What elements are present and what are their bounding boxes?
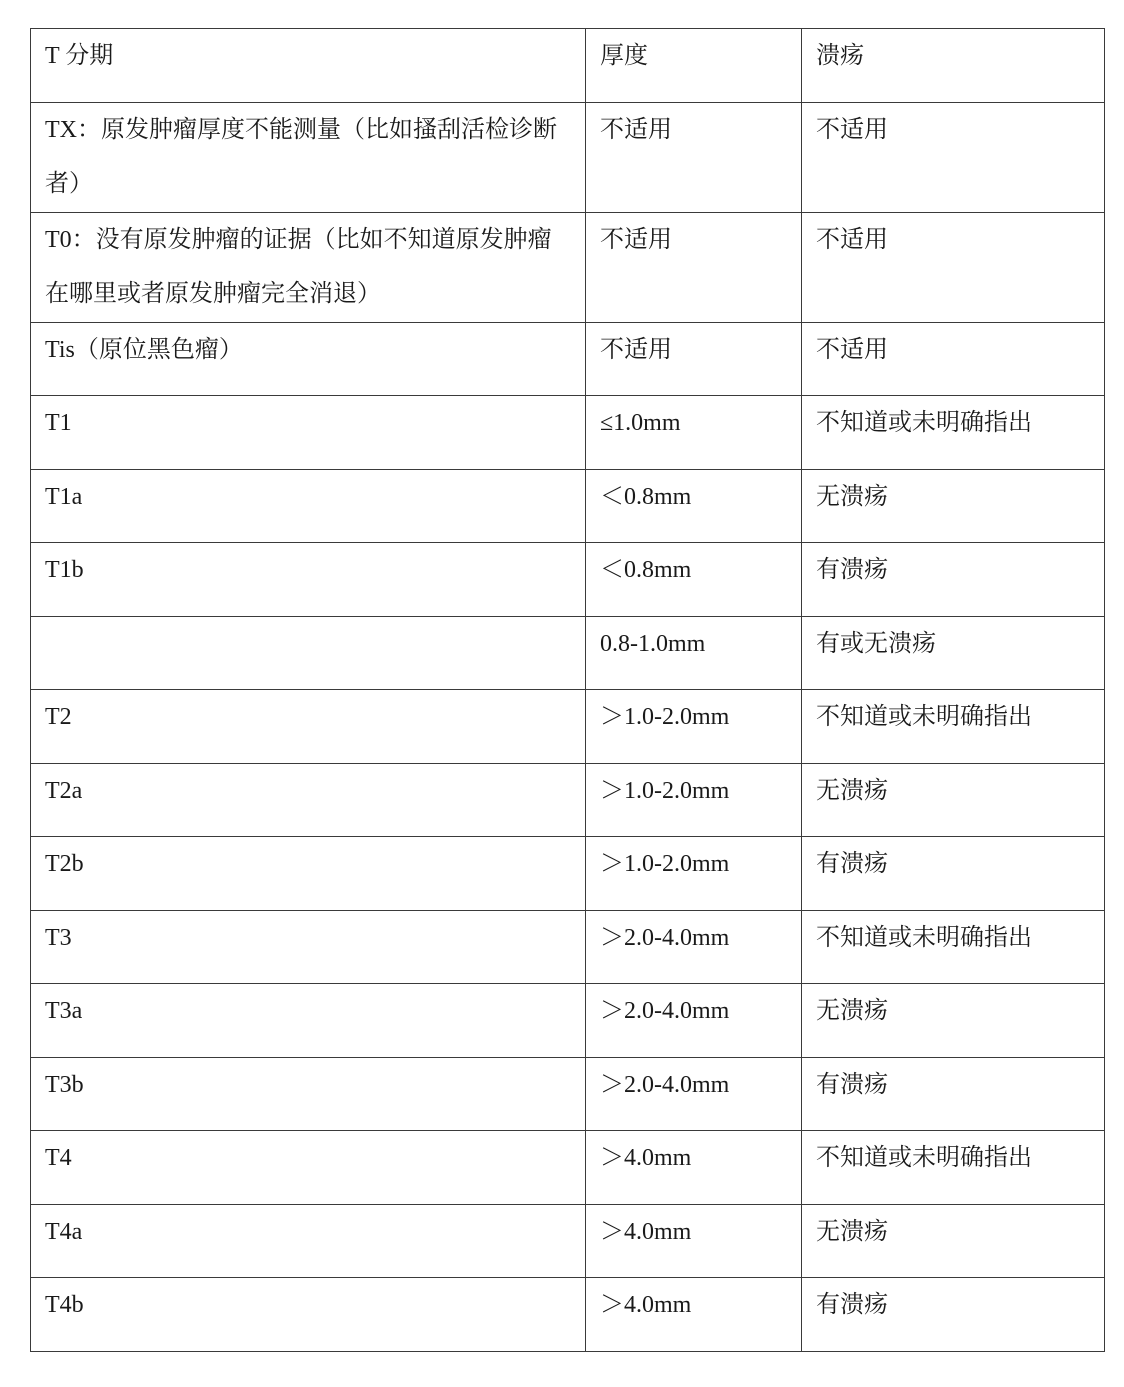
header-t-stage [31,29,586,103]
cell-text: T1b [45,557,84,583]
table-row [31,322,1105,396]
cell-t-stage [31,1057,586,1131]
cell-text: T3 [45,924,72,951]
cell-ulceration [802,1278,1105,1352]
cell-text: T2 [45,704,72,730]
cell-text: 无溃疡 [816,483,888,510]
table-row [31,396,1105,470]
cell-text: 0.8-1.0mm [600,630,706,657]
cell-ulceration [802,212,1105,322]
cell-t-stage [31,1131,586,1205]
cell-text: 有溃疡 [816,1071,888,1098]
table-row [31,1131,1105,1205]
table-row [31,469,1105,543]
cell-text: T2a [45,777,83,804]
t-staging-table [30,28,1105,1352]
cell-thickness [586,396,802,470]
cell-text: ＞2.0-4.0mm [600,1071,730,1098]
header-label: 厚度 [600,43,648,69]
cell-t-stage [31,396,586,470]
table-row [31,1204,1105,1278]
cell-text: 有或无溃疡 [816,630,936,657]
cell-text: 不适用 [816,226,888,253]
cell-thickness [586,690,802,764]
cell-text: ＜0.8mm [600,483,692,510]
cell-thickness [586,1204,802,1278]
cell-thickness [586,1057,802,1131]
cell-text: TX：原发肿瘤厚度不能测量（比如搔刮活检诊断者） [45,116,557,197]
cell-thickness [586,469,802,543]
header-label: 溃疡 [816,43,864,69]
table-header-row [31,29,1105,103]
table-row [31,910,1105,984]
header-label: T 分期 [45,43,114,69]
cell-text: ＜0.8mm [600,557,692,583]
cell-ulceration [802,322,1105,396]
cell-ulceration [802,984,1105,1058]
cell-text: ＞1.0-2.0mm [600,777,730,804]
cell-text: 不适用 [600,336,672,363]
cell-text: 无溃疡 [816,777,888,804]
cell-t-stage [31,322,586,396]
cell-ulceration [802,616,1105,690]
cell-ulceration [802,1204,1105,1278]
cell-ulceration [802,763,1105,837]
cell-t-stage [31,910,586,984]
cell-ulceration [802,910,1105,984]
cell-text: 不知道或未明确指出 [816,704,1032,730]
cell-text: 有溃疡 [816,851,888,877]
cell-text: 不适用 [816,116,888,143]
table-row [31,212,1105,322]
cell-text: T1a [45,483,83,510]
cell-thickness [586,322,802,396]
cell-text: ＞4.0mm [600,1145,692,1171]
cell-text: ＞1.0-2.0mm [600,851,730,877]
cell-text: 不适用 [816,336,888,363]
table-row [31,763,1105,837]
cell-ulceration [802,469,1105,543]
table-row [31,984,1105,1058]
table-row [31,837,1105,911]
cell-thickness [586,1278,802,1352]
table-row [31,1057,1105,1131]
cell-text: 不知道或未明确指出 [816,1145,1032,1171]
cell-t-stage [31,616,586,690]
table-row [31,616,1105,690]
cell-t-stage [31,763,586,837]
cell-t-stage [31,690,586,764]
cell-ulceration [802,1131,1105,1205]
cell-text: T0：没有原发肿瘤的证据（比如不知道原发肿瘤在哪里或者原发肿瘤完全消退） [45,226,552,307]
cell-ulceration [802,396,1105,470]
cell-text: ＞2.0-4.0mm [600,998,730,1024]
cell-text: 无溃疡 [816,1218,888,1245]
cell-ulceration [802,543,1105,617]
cell-text: T3a [45,998,83,1024]
cell-text: 不知道或未明确指出 [816,410,1032,436]
cell-thickness [586,763,802,837]
cell-text: ＞1.0-2.0mm [600,704,730,730]
cell-ulceration [802,837,1105,911]
cell-text: ＞4.0mm [600,1218,692,1245]
cell-ulceration [802,1057,1105,1131]
cell-text: 无溃疡 [816,998,888,1024]
cell-text: 不知道或未明确指出 [816,924,1032,951]
cell-t-stage [31,212,586,322]
cell-t-stage [31,102,586,212]
cell-thickness [586,102,802,212]
cell-thickness [586,837,802,911]
table-row [31,543,1105,617]
header-thickness [586,29,802,103]
cell-thickness [586,212,802,322]
cell-text: 不适用 [600,116,672,143]
cell-text: T4b [45,1292,84,1318]
cell-text: ＞2.0-4.0mm [600,924,730,951]
cell-ulceration [802,102,1105,212]
cell-t-stage [31,469,586,543]
header-ulceration [802,29,1105,103]
cell-ulceration [802,690,1105,764]
cell-text: T4 [45,1145,72,1171]
cell-t-stage [31,984,586,1058]
cell-t-stage [31,543,586,617]
cell-text: T4a [45,1218,83,1245]
cell-thickness [586,616,802,690]
cell-t-stage [31,1278,586,1352]
cell-text: Tis（原位黑色瘤） [45,336,243,363]
cell-text: 不适用 [600,226,672,253]
cell-text: 有溃疡 [816,557,888,583]
table-row [31,690,1105,764]
cell-text: T3b [45,1071,84,1098]
cell-text: ＞4.0mm [600,1292,692,1318]
cell-t-stage [31,1204,586,1278]
cell-text: ≤1.0mm [600,410,681,436]
table-row [31,1278,1105,1352]
cell-t-stage [31,837,586,911]
cell-thickness [586,1131,802,1205]
cell-text: T1 [45,410,72,436]
cell-thickness [586,984,802,1058]
cell-thickness [586,543,802,617]
cell-text: T2b [45,851,84,877]
cell-thickness [586,910,802,984]
cell-text: 有溃疡 [816,1292,888,1318]
table-row [31,102,1105,212]
